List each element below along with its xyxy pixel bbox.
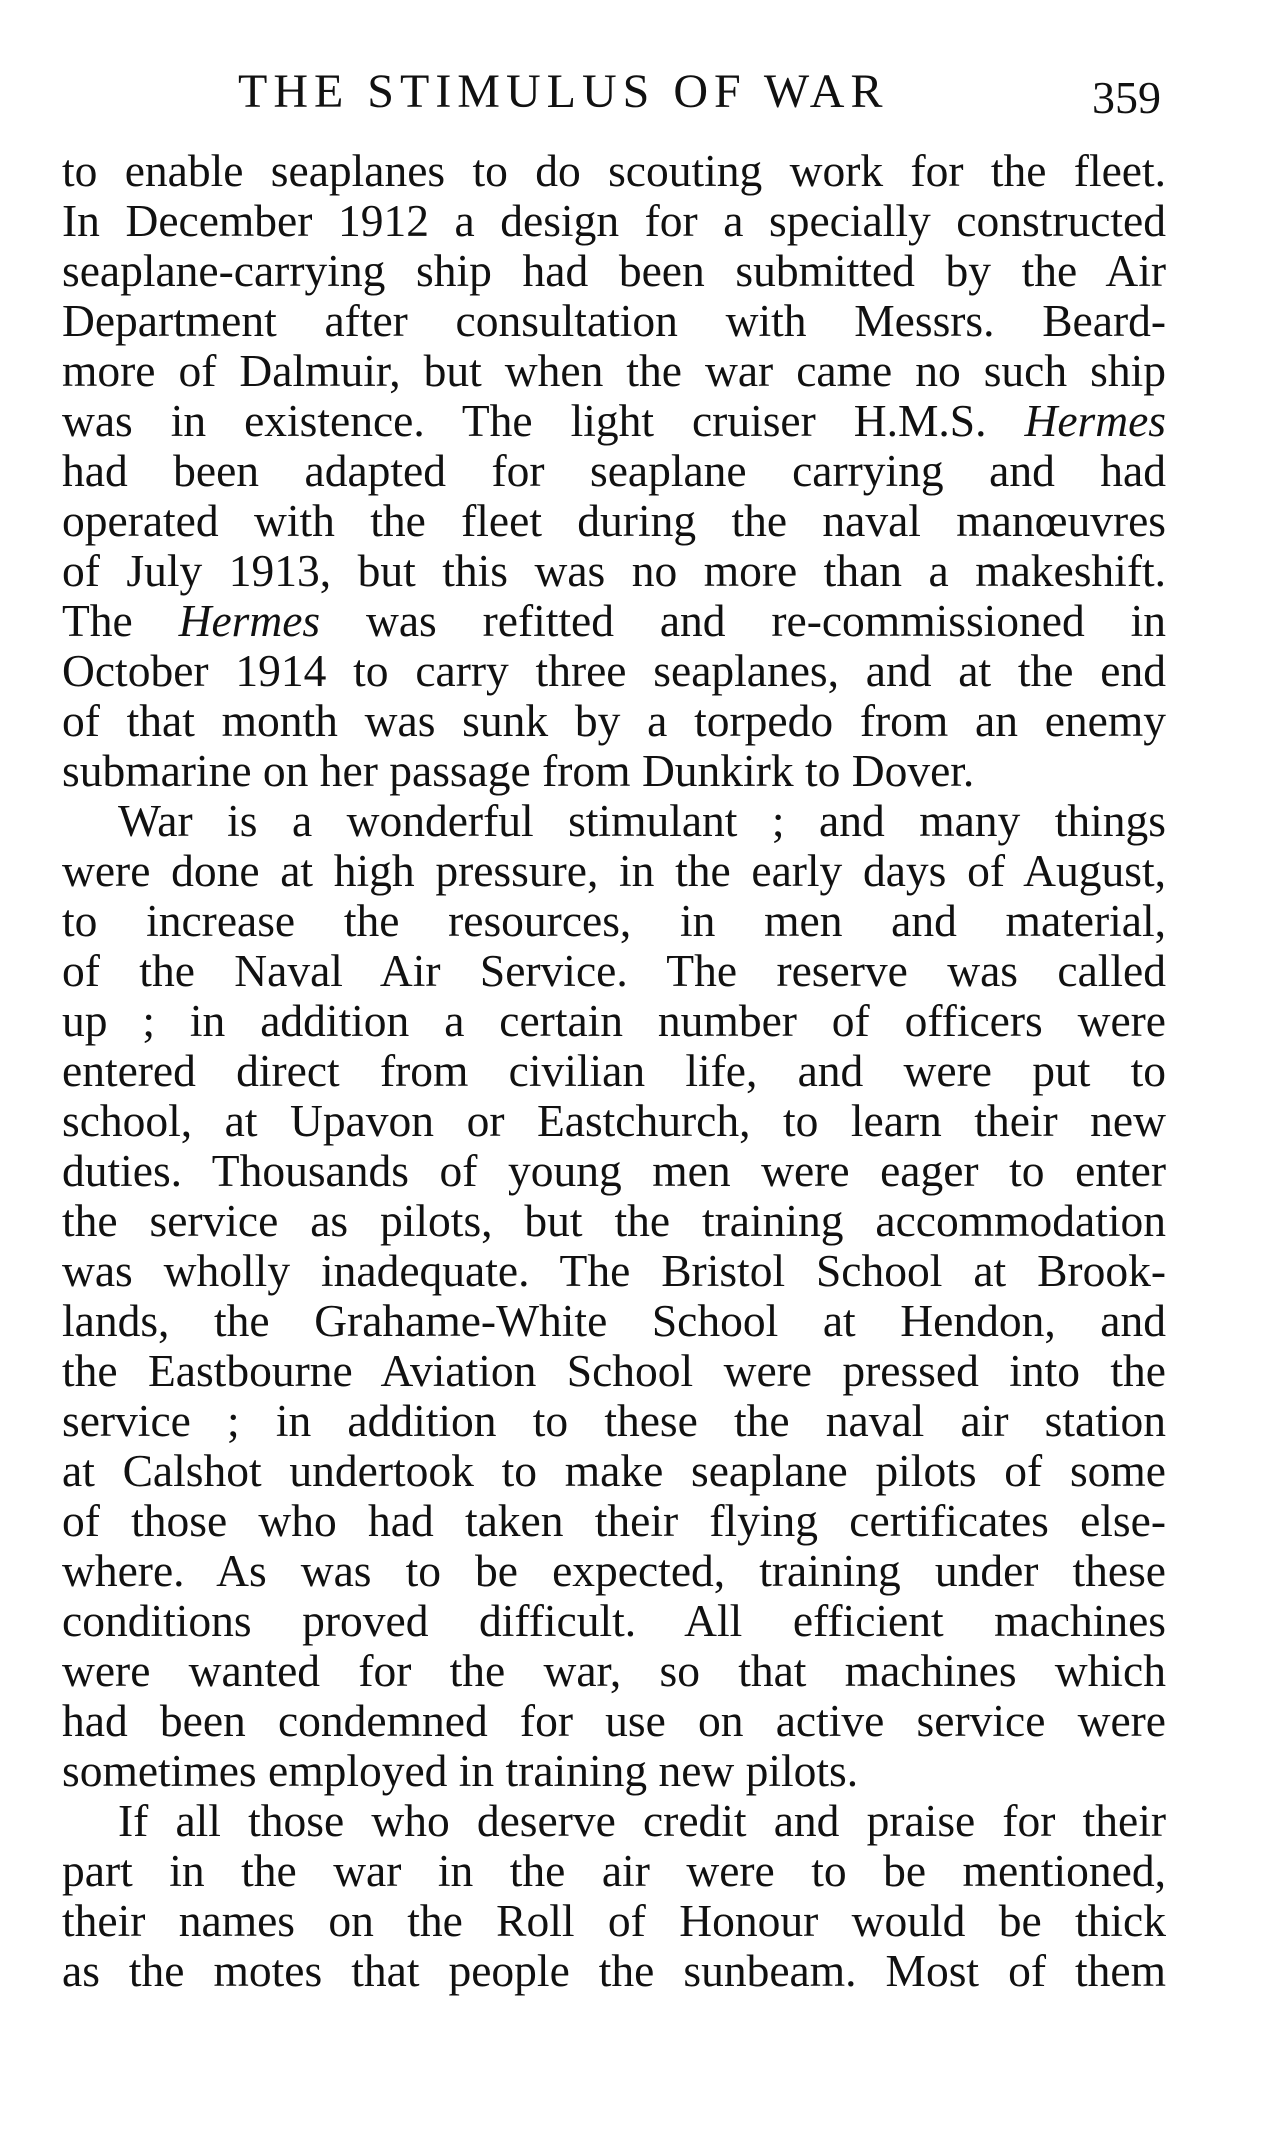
text-line: duties. Thousands of young men were eager to enter [62,1145,1166,1196]
text-line: at Calshot undertook to make seaplane pilots of some [62,1445,1166,1496]
paragraph [62,146,1166,796]
text-line: was wholly inadequate. The Bristol School at Brook- [62,1245,1166,1296]
text-line: to increase the resources, in men and material, [62,895,1166,946]
text-line: more of Dalmuir, but when the war came no such ship [62,345,1166,396]
text-line: seaplane-carrying ship had been submitted by the Air [62,245,1166,296]
text-line: of that month was sunk by a torpedo from an enemy [62,695,1166,746]
text-segment: was in existence. The light cruiser H.M.S. [62,395,1025,446]
text-line: had been condemned for use on active service were [62,1695,1166,1746]
text-line: school, at Upavon or Eastchurch, to learn their new [62,1095,1166,1146]
text-line: to enable seaplanes to do scouting work for the fleet. [62,145,1166,196]
text-line: the service as pilots, but the training accommodation [62,1195,1166,1246]
text-line: the Eastbourne Aviation School were pressed into the [62,1345,1166,1396]
ship-name-italic: Hermes [1024,395,1166,446]
text-segment: was refitted and re-commissioned in [320,595,1166,646]
text-line-with-italic [62,596,1166,646]
running-head [0,62,1261,122]
text-line: If all those who deserve credit and praise for their [118,1795,1166,1846]
text-line: of the Naval Air Service. The reserve was called [62,945,1166,996]
text-line: as the motes that people the sunbeam. Most of them [62,1945,1166,1996]
text-line-with-italic [62,396,1166,446]
running-title: THE STIMULUS OF WAR [238,65,889,118]
text-line: of those who had taken their flying certificates else- [62,1495,1166,1546]
text-segment: The [62,595,179,646]
text-line: up ; in addition a certain number of officers were [62,995,1166,1046]
text-line: service ; in addition to these the naval air station [62,1395,1166,1446]
text-line: In December 1912 a design for a specially constructed [62,195,1166,246]
text-line: of July 1913, but this was no more than a makeshift. [62,545,1166,596]
text-line: October 1914 to carry three seaplanes, and at the end [62,645,1166,696]
text-line: operated with the fleet during the naval manœuvres [62,495,1166,546]
body-text [62,146,1166,1996]
text-line: sometimes employed in training new pilots. [62,1745,859,1796]
text-line: entered direct from civilian life, and were put to [62,1045,1166,1096]
text-line: submarine on her passage from Dunkirk to Dover. [62,745,975,796]
text-line: where. As was to be expected, training under these [62,1545,1166,1596]
text-line: lands, the Grahame-White School at Hendon, and [62,1295,1166,1346]
text-line: had been adapted for seaplane carrying and had [62,445,1166,496]
paragraph [62,1796,1166,1996]
text-line: War is a wonderful stimulant ; and many things [118,795,1166,846]
ship-name-italic: Hermes [178,595,321,646]
text-line: part in the war in the air were to be mentioned, [62,1845,1166,1896]
text-line: Department after consultation with Messrs. Beard- [62,295,1166,346]
text-line: were done at high pressure, in the early days of August, [62,845,1166,896]
text-line: conditions proved difficult. All efficient machines [62,1595,1166,1646]
paragraph [62,796,1166,1796]
text-line: their names on the Roll of Honour would be thick [62,1895,1166,1946]
page-number: 359 [1092,72,1161,123]
text-line: were wanted for the war, so that machines which [62,1645,1166,1696]
